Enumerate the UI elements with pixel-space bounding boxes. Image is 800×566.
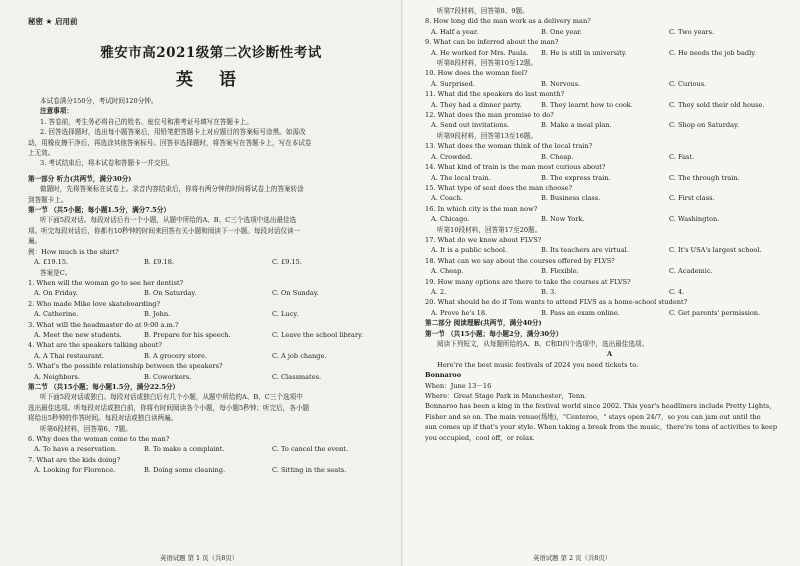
option: B. Pass an exam online. [541, 308, 620, 317]
option: A. Cheap. [431, 267, 464, 276]
option: B. On Saturday. [144, 289, 197, 298]
material-instruction: 听第7段材料，回答第8、9题。 [437, 7, 529, 15]
option: B. They learnt how to cook. [541, 100, 633, 109]
option: A. Neighbors. [34, 372, 81, 381]
option: C. First class. [669, 194, 715, 203]
question-options [425, 266, 794, 276]
section2-title: 第二节 （共15小题；每小题1.5分，满分22.5分） [28, 382, 180, 391]
question: 15. What type of seat does the man choose? [425, 183, 573, 192]
option: A. On Friday. [34, 289, 78, 298]
option: B. One year. [541, 27, 582, 36]
reading-section1-title: 第一节 （共15小题；每小题2分，满分30分） [425, 329, 563, 338]
question: 19. How many options are there to take the courses at FLVS? [425, 277, 631, 286]
festival-when: When：June 13－16 [425, 381, 492, 390]
option: C. They sold their old house. [669, 100, 765, 109]
question: 5. What's the possible relationship between the speakers? [28, 362, 223, 371]
question: 10. How does the woman feel? [425, 69, 528, 78]
question-options [28, 444, 394, 454]
option: A. Half a year. [431, 27, 479, 36]
option: C. Get parents' permission. [669, 308, 761, 317]
section1-title: 第一节 （共5小题；每小题1.5分，满分7.5分） [28, 206, 170, 215]
question: 2. Who made Mike love skateboarding? [28, 299, 161, 308]
option: C. Washington. [669, 215, 720, 224]
part1-desc: 到答题卡上。 [28, 195, 68, 204]
option: B. £9.18. [144, 258, 175, 267]
option: C. Two years. [669, 27, 715, 36]
option: B. Cheap. [541, 152, 574, 161]
option: A. Coach. [431, 194, 463, 203]
option: A. Meet the new students. [34, 330, 122, 339]
option: B. New York. [541, 215, 585, 224]
question-options [425, 48, 794, 58]
question-options [28, 288, 394, 298]
option: B. Flexible. [541, 267, 579, 276]
question-options [425, 79, 794, 89]
question: 16. In which city is the man now? [425, 204, 538, 213]
option: B. Coworkers. [144, 372, 192, 381]
question: 20. What should he do if Tom wants to attend FLVS as a home-school student? [425, 298, 688, 307]
option: C. Leave the school library. [272, 330, 363, 339]
example-answer: 答案是C。 [40, 268, 72, 277]
question-options [425, 27, 794, 37]
question-options [425, 308, 794, 318]
section2-desc: 选出最佳选项。听每段对话或独白前，你将有时间阅读各个小题，每小题5秒钟；听完后，各小题 [28, 403, 310, 412]
option: C. Lucy. [272, 310, 299, 319]
passage-body-line: you occupied，cool off，or relax. [425, 433, 535, 442]
option: B. He is still in university. [541, 48, 627, 57]
exam-title: 雅安市高2021级第二次诊断性考试 [100, 45, 322, 61]
option: C. Academic. [669, 267, 713, 276]
part1-title: 第一部分 听力(共两节，满分30分) [28, 174, 132, 183]
section1-desc: 听下面5段对话。每段对话后有一个小题，从题中所给的A、B、C三个选项中选出最佳选 [40, 216, 297, 225]
option: C. It's USA's largest school. [669, 246, 762, 255]
notice-line: 3. 考试结束后，将本试卷和答题卡一并交回。 [40, 159, 174, 168]
option: B. Nervous. [541, 79, 581, 88]
option: A. Prove he's 18. [431, 308, 488, 317]
option: C. Sitting in the seats. [272, 466, 347, 475]
material-instruction: 听第10段材料，回答第17至20题。 [437, 225, 542, 234]
option: A. Looking for Florence. [34, 466, 116, 475]
question: 17. What do we know about FLVS? [425, 235, 542, 244]
question: 8. How long did the man work as a delivery man? [425, 17, 591, 26]
question-list [28, 278, 394, 382]
option: A. Chicago. [431, 215, 470, 224]
question: 1. When will the woman go to see her dentist? [28, 278, 184, 287]
option: B. Its teachers are virtual. [541, 246, 629, 255]
question-options [425, 152, 794, 162]
option: C. Shop on Saturday. [669, 121, 739, 130]
option: C. He needs the job badly. [669, 48, 757, 57]
option: A. £19.15. [34, 258, 69, 267]
material-instruction: 听第6段材料，回答第6、7题。 [40, 424, 132, 433]
question: 12. What does the man promise to do? [425, 111, 554, 120]
option: A. To have a reservation. [34, 445, 118, 454]
passage-body-line: sun comes up if that's your style. When taking a break from the music，there're tons of activities to keep [425, 423, 778, 432]
question-options [425, 214, 794, 224]
section2-desc: 将给出5秒钟的作答时间。每段对话或独白读两遍。 [28, 414, 178, 423]
material-instruction: 听第8段材料，回答第10至12题。 [437, 59, 538, 68]
question-options [425, 173, 794, 183]
option: B. Make a meal plan. [541, 121, 612, 130]
option: C. £9.15. [272, 258, 302, 267]
question-options [28, 465, 394, 475]
option: A. The local train. [431, 173, 491, 182]
question-options [28, 309, 394, 319]
option: A. A Thai restaurant. [34, 351, 104, 360]
notice-line: 2. 回答选择题时，选出每小题答案后，用铅笔把答题卡上对应题目的答案标号涂黑。如需改 [40, 128, 306, 137]
question: 14. What kind of train is the man most curious about? [425, 163, 606, 172]
option: C. The through train. [669, 173, 740, 182]
option: A. It is a public school. [431, 246, 508, 255]
material-instruction: 听第9段材料，回答第13至16题。 [437, 131, 538, 140]
option: B. Business class. [541, 194, 601, 203]
part2-title: 第二部分 阅读理解(共两节，满分40分) [425, 319, 542, 328]
page-footer: 英语试题 第 1 页（共8页） [160, 554, 239, 562]
question-options [425, 100, 794, 110]
option: A. They had a dinner party. [431, 100, 522, 109]
question: 7. What are the kids doing? [28, 455, 121, 464]
option: C. To cancel the event. [272, 445, 349, 454]
section1-desc: 遍。 [28, 237, 42, 246]
exam-info: 本试卷满分150分，考试时间120分钟。 [40, 97, 158, 105]
option: B. Prepare for his speech. [144, 330, 231, 339]
secret-label: 秘密 ★ 启用前 [28, 17, 78, 26]
page-2 [403, 0, 800, 566]
option: B. The express train. [541, 173, 611, 182]
question: 18. What can we say about the courses offered by FLVS? [425, 256, 615, 265]
option: C. On Sunday. [272, 289, 319, 298]
question-options [28, 330, 394, 340]
question-options [28, 351, 394, 361]
option: A. Crowded. [431, 152, 473, 161]
part1-desc: 做题时，先将答案标在试卷上。录音内容结束后，你将有两分钟的时间将试卷上的答案转涂 [40, 185, 304, 194]
option: A. He worked for Mrs. Paula. [431, 48, 529, 57]
option: C. Curious. [669, 79, 707, 88]
example-options [28, 257, 394, 267]
subject-title: 英 语 [176, 70, 246, 90]
section1-desc: 项。听完每段对话后，你都有10秒钟的时间来回答有关小题和阅读下一小题。每段对话仅读一 [28, 226, 301, 235]
question: 4. What are the speakers talking about? [28, 341, 162, 350]
question: 11. What did the speakers do last month? [425, 90, 565, 99]
passage-body-line: Fisher and so on. The main venue(场地)，"Centeroo，" stays open 24/7，so you can jam out until the [425, 412, 761, 421]
option: B. To make a complaint. [144, 445, 225, 454]
notice-line: 动，用橡皮擦干净后，再选涂其他答案标号。回答非选择题时，将答案写在答题卡上，写在本试卷 [28, 138, 312, 147]
question-options [425, 245, 794, 255]
question-options [28, 372, 394, 382]
option: C. A job change. [272, 351, 327, 360]
option: A. Send out invitations. [431, 121, 510, 130]
page-footer: 英语试题 第 2 页（共8页） [533, 554, 612, 562]
question-options [425, 120, 794, 130]
festival-name: Bonnaroo [425, 371, 462, 380]
question-options [425, 193, 794, 203]
option: C. Classmates. [272, 372, 322, 381]
example-question: 例：How much is the shirt? [28, 247, 119, 256]
option: C. 4. [669, 287, 685, 296]
option: A. Surprised. [431, 79, 475, 88]
passage-body-line: Bonnaroo has been a king in the festival world since 2002. This year's headliners include Pretty Lights， [425, 402, 776, 411]
question: 6. Why does the woman come to the man? [28, 435, 170, 443]
option: B. A grocery store. [144, 351, 207, 360]
passage-letter: A [606, 350, 613, 359]
reading-section1-desc: 阅读下列短文，从每题所给的A、B、C和D四个选项中，选出最佳选项。 [437, 340, 649, 348]
option: C. Fast. [669, 152, 695, 161]
notice-line: 上无效。 [28, 149, 55, 158]
question: 9. What can be inferred about the man? [425, 38, 559, 47]
question-options [425, 287, 794, 297]
option: A. Catherine. [34, 310, 79, 319]
section2-desc: 听下面5段对话或独白。每段对话或独白后有几个小题，从题中所给的A、B、C三个选项中 [40, 393, 303, 402]
festival-where: Where：Great Stage Park in Manchester，Tenn. [425, 392, 587, 401]
notice-line: 1. 答卷前，考生务必将自己的姓名、座位号和准考证号填写在答题卡上。 [40, 117, 253, 126]
question: 13. What does the woman think of the local train? [425, 142, 593, 151]
option: B. 3. [541, 287, 557, 296]
passage-intro: Here're the best music festivals of 2024 you need tickets to. [437, 360, 639, 369]
question: 3. What will the headmaster do at 9:00 a.m.? [28, 320, 179, 329]
notice-heading: 注意事项： [40, 107, 73, 116]
option: B. John. [144, 310, 171, 319]
option: B. Doing some cleaning. [144, 466, 226, 475]
option: A. 2. [431, 287, 447, 296]
